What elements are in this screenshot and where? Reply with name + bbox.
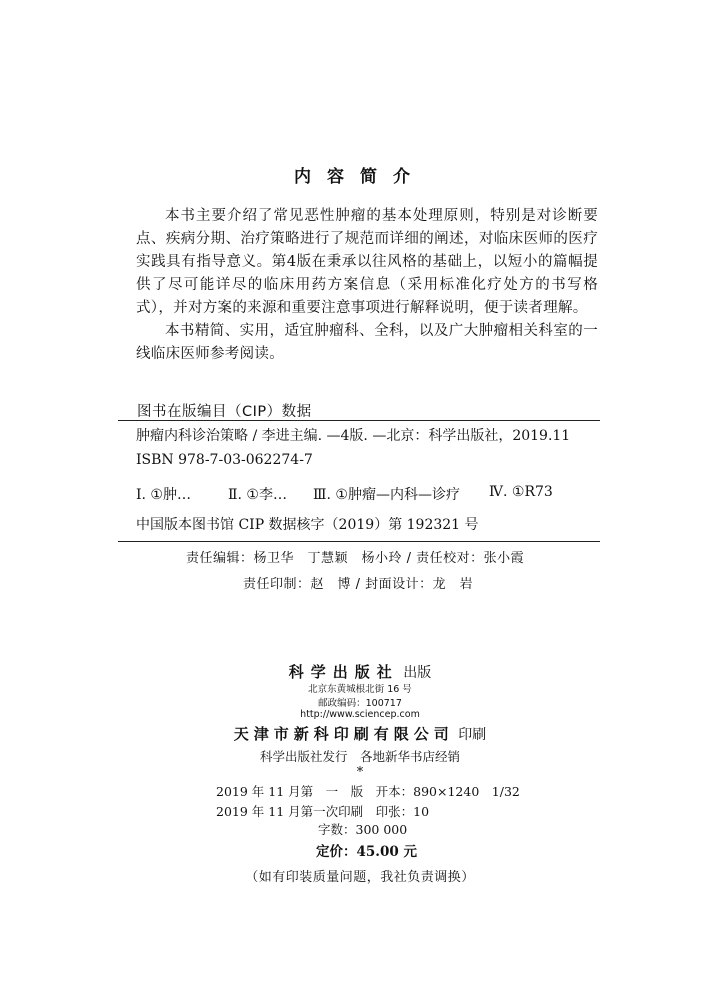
cip-heading: 图书在版编目（CIP）数据 [137, 404, 312, 420]
printer-name: 天津市新科印刷有限公司 [233, 725, 454, 743]
edition-spec: 2019 年 11 月第 一 版 开本：890×1240 1/32 [216, 784, 520, 799]
classification-item: Ⅳ. ①R73 [489, 484, 553, 500]
quality-notice: （如有印装质量问题，我社负责调换） [245, 870, 475, 885]
printer-line [0, 723, 720, 744]
printer-suffix: 印刷 [458, 727, 487, 743]
separator-star: * [356, 765, 364, 780]
cip-verification: 中国版本图书馆 CIP 数据核字（2019）第 192321 号 [136, 517, 479, 533]
classification-item: Ⅱ. ①李… [228, 487, 287, 503]
cip-isbn: ISBN 978-7-03-062274-7 [136, 452, 313, 468]
word-count: 字数：300 000 [318, 822, 408, 837]
credits-production: 责任印制：赵 博 / 封面设计：龙 岩 [243, 577, 474, 592]
printing-spec: 2019 年 11 月第一次印刷 印张：10 [216, 804, 430, 819]
credits-editors: 责任编辑：杨卫华 丁慧颖 杨小玲 / 责任校对：张小霞 [186, 551, 525, 566]
introduction [136, 205, 598, 366]
price: 定价：45.00 元 [316, 844, 417, 860]
intro-paragraph: 本书主要介绍了常见恶性肿瘤的基本处理原则，特别是对诊断要点、疾病分期、治疗策略进行了规范而详细的阐述，对临床医师的医疗实践具有指导意义。第4版在秉承以往风格的基础上，以短小的篇幅提供了尽可能详尽的临床用药方案信息（采用标准化疗处方的书写格式），并对方案的来源和重要注意事项进行解释说明，便于读者理解。 [136, 208, 598, 316]
publisher-address: 北京东黄城根北街 16 号 [308, 684, 412, 695]
classification-item: Ⅲ. ①肿瘤—内科—诊疗 [313, 487, 460, 503]
publisher-suffix: 出版 [403, 665, 432, 681]
divider-line [118, 541, 600, 542]
divider-line [118, 420, 600, 421]
publisher-postcode: 邮政编码：100717 [318, 698, 402, 709]
publisher-website: http://www.sciencep.com [300, 709, 420, 720]
publisher-line [0, 661, 720, 682]
intro-paragraph: 本书精简、实用，适宜肿瘤科、全科，以及广大肿瘤相关科室的一线临床医师参考阅读。 [136, 323, 598, 362]
distribution-line: 科学出版社发行 各地新华书店经销 [259, 749, 460, 764]
publisher-name: 科学出版社 [288, 663, 399, 681]
classification-item: Ⅰ. ①肿… [136, 487, 191, 503]
page-title: 内容简介 [294, 167, 426, 187]
cip-catalog-line: 肿瘤内科诊治策略 / 李进主编. —4版. —北京：科学出版社，2019.11 [136, 428, 571, 444]
